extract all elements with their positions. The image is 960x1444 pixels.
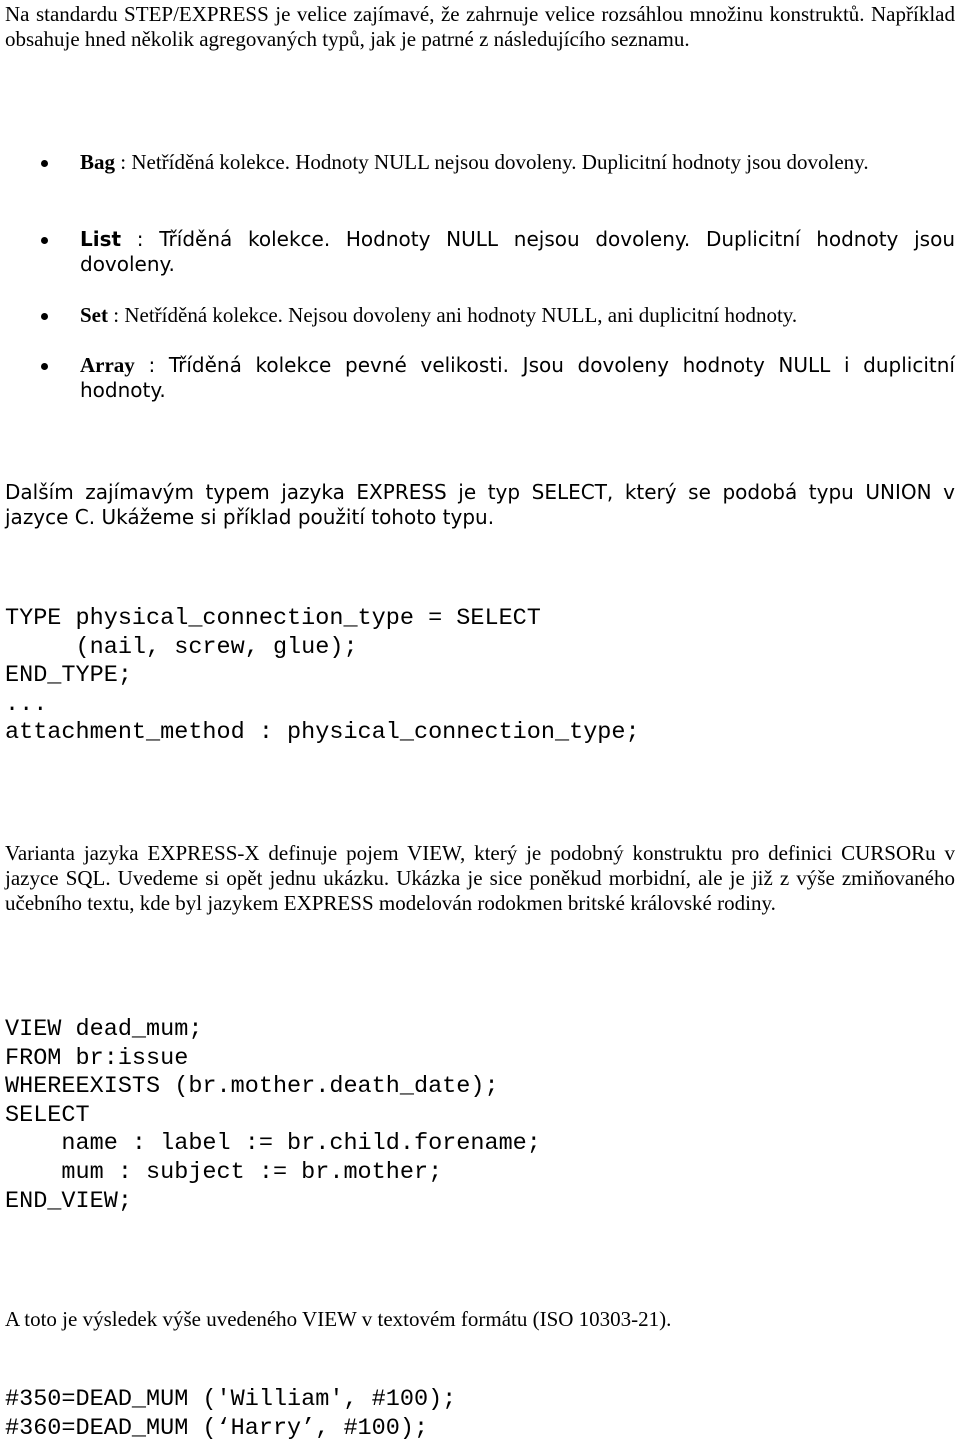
type-term: List xyxy=(80,227,122,251)
select-paragraph: Dalším zajímavým typem jazyka EXPRESS je typ SELECT, který se podobá typu UNION v jazyce C. Ukážeme si příklad použití tohoto typu. xyxy=(5,480,955,529)
type-description: Tříděná kolekce pevné velikosti. Jsou dovoleny hodnoty NULL i duplicitní hodnoty. xyxy=(80,353,955,402)
bullet-icon xyxy=(41,313,48,320)
bullet-icon xyxy=(41,363,48,370)
view-definition-code-block: VIEW dead_mum; FROM br:issue WHEREEXISTS (br.mother.death_date); SELECT name : label := br.child.forename; mum : subject := br.mother; END_VIEW; xyxy=(5,1016,541,1215)
result-code-block: #350=DEAD_MUM ('William', #100); #360=DEAD_MUM (‘Harry’, #100); xyxy=(5,1386,457,1442)
type-description: Netříděná kolekce. Hodnoty NULL nejsou dovoleny. Duplicitní hodnoty jsou dovoleny. xyxy=(131,150,869,174)
type-separator: : xyxy=(108,303,125,327)
list-item-text xyxy=(80,227,955,277)
type-term: Set xyxy=(80,303,108,327)
type-description: Netříděná kolekce. Nejsou dovoleny ani hodnoty NULL, ani duplicitní hodnoty. xyxy=(124,303,798,327)
intro-paragraph: Na standardu STEP/EXPRESS je velice zajímavé, že zahrnuje velice rozsáhlou množinu konstruktů. Například obsahuje hned několik agregovaných typů, jak je patrné z následujícího seznamu. xyxy=(5,2,955,51)
bullet-icon xyxy=(41,160,48,167)
list-item-text xyxy=(80,353,955,403)
type-description: Tříděná kolekce. Hodnoty NULL nejsou dovoleny. Duplicitní hodnoty jsou dovoleny. xyxy=(80,227,956,276)
select-type-code-block: TYPE physical_connection_type = SELECT (nail, screw, glue); END_TYPE; ... attachment_method : physical_connection_type; xyxy=(5,605,640,747)
result-paragraph: A toto je výsledek výše uvedeného VIEW v textovém formátu (ISO 10303-21). xyxy=(5,1307,672,1331)
type-separator: : xyxy=(121,227,160,251)
view-paragraph: Varianta jazyka EXPRESS-X definuje pojem VIEW, který je podobný konstruktu pro definici CURSORu v jazyce SQL. Uvedeme si opět jednu ukázku. Ukázka je sice poněkud morbidní, ale je již z výše zmiňovaného učebního textu, kde byl jazykem EXPRESS modelován rodokmen britské královské rodiny. xyxy=(5,841,955,915)
type-term: Bag xyxy=(80,150,116,174)
type-term: Array xyxy=(80,353,135,377)
list-item-text xyxy=(80,303,955,328)
bullet-icon xyxy=(41,237,48,244)
type-separator: : xyxy=(115,150,132,174)
list-item-text xyxy=(80,150,955,175)
type-separator: : xyxy=(134,353,169,377)
